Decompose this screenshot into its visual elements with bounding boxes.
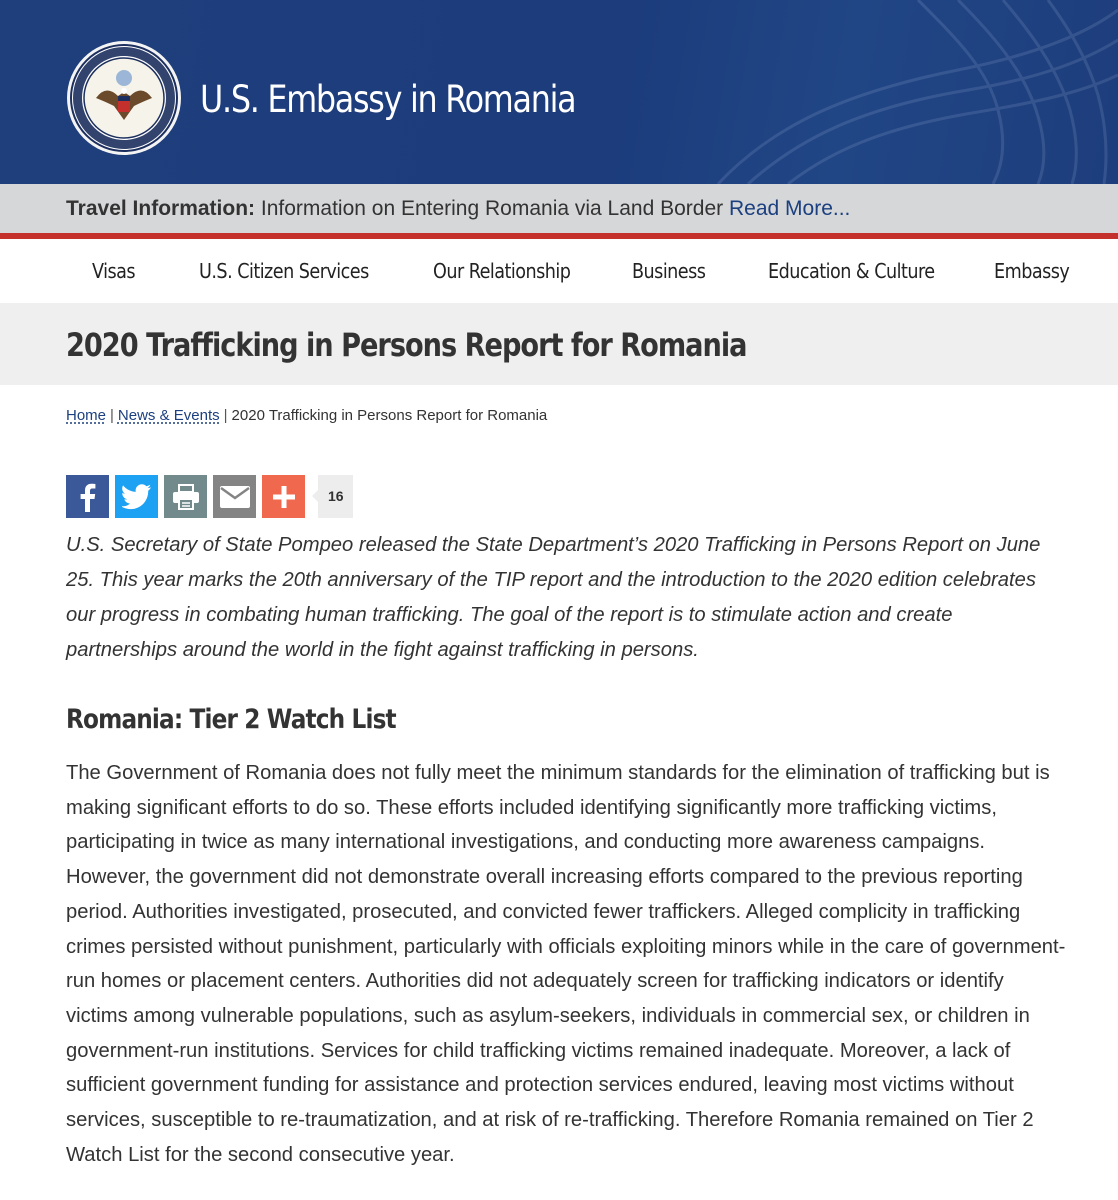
alert-message: Information on Entering Romania via Land Border xyxy=(260,197,724,220)
site-header xyxy=(0,0,1118,184)
alert-label: Travel Information: xyxy=(66,197,256,220)
more-share-button[interactable] xyxy=(262,475,305,518)
twitter-share-button[interactable] xyxy=(115,475,158,518)
eagle-watermark-icon xyxy=(658,0,1118,184)
site-title[interactable]: U.S. Embassy in Romania xyxy=(200,78,576,121)
email-share-button[interactable] xyxy=(213,475,256,518)
facebook-share-button[interactable] xyxy=(66,475,109,518)
nav-item-us-citizen-services[interactable]: U.S. Citizen Services xyxy=(199,259,369,283)
email-icon xyxy=(220,486,250,508)
article-body: The Government of Romania does not fully meet the minimum standards for the elimination of trafficking but is making significant efforts to do so. These efforts included identifying significantly more trafficking victims, participating in twice as many international investigations, and conducting more awareness campaigns. However, the government did not demonstrate overall increasing efforts compared to the previous reporting period. Authorities investigated, prosecuted, and convicted fewer traffickers. Alleged complicity in trafficking crimes persisted without punishment, particularly with officials exploiting minors while in the care of government-run homes or placement centers. Authorities did not adequately screen for trafficking indicators or identify victims among vulnerable populations, such as asylum-seekers, individuals in commercial sex, or children in government-run institutions. Services for child trafficking victims remained inadequate. Moreover, a lack of sufficient government funding for assistance and protection services endured, leaving most victims without services, susceptible to re-traumatization, and at risk of re-trafficking. Therefore Romania remained on Tier 2 Watch List for the second consecutive year. xyxy=(66,762,1066,1166)
share-count: 16 xyxy=(318,475,353,518)
nav-item-visas[interactable]: Visas xyxy=(92,259,136,283)
nav-item-embassy[interactable]: Embassy xyxy=(994,259,1070,283)
main-nav xyxy=(0,239,1118,303)
facebook-icon xyxy=(75,482,101,512)
article-intro: U.S. Secretary of State Pompeo released the State Department’s 2020 Trafficking in Persons Report on June 25. This year marks the 20th anniversary of the TIP report and the introduction to the 2020 edition celebrates our progress in combating human trafficking. The goal of the report is to stimulate action and create partnerships around the world in the fight against trafficking in persons. xyxy=(66,534,1041,661)
department-of-state-seal-icon xyxy=(66,40,182,156)
read-more-link[interactable]: Read More... xyxy=(729,197,851,220)
breadcrumb-news-events-link[interactable]: News & Events xyxy=(117,407,220,424)
travel-alert-bar xyxy=(0,184,1118,233)
breadcrumb-home-link[interactable]: Home xyxy=(66,407,107,424)
breadcrumb xyxy=(66,405,547,427)
nav-item-education-culture[interactable]: Education & Culture xyxy=(768,259,935,283)
breadcrumb-separator: | xyxy=(223,407,228,424)
print-button[interactable] xyxy=(164,475,207,518)
nav-item-our-relationship[interactable]: Our Relationship xyxy=(433,259,571,283)
nav-item-business[interactable]: Business xyxy=(632,259,706,283)
print-icon xyxy=(172,484,200,510)
breadcrumb-separator: | xyxy=(110,407,114,424)
page-title-band xyxy=(0,303,1118,385)
breadcrumb-current: 2020 Trafficking in Persons Report for Romania xyxy=(231,407,548,424)
section-heading: Romania: Tier 2 Watch List xyxy=(66,704,396,735)
plus-icon xyxy=(272,485,296,509)
twitter-icon xyxy=(122,484,152,510)
page-title: 2020 Trafficking in Persons Report for Romania xyxy=(66,326,747,364)
